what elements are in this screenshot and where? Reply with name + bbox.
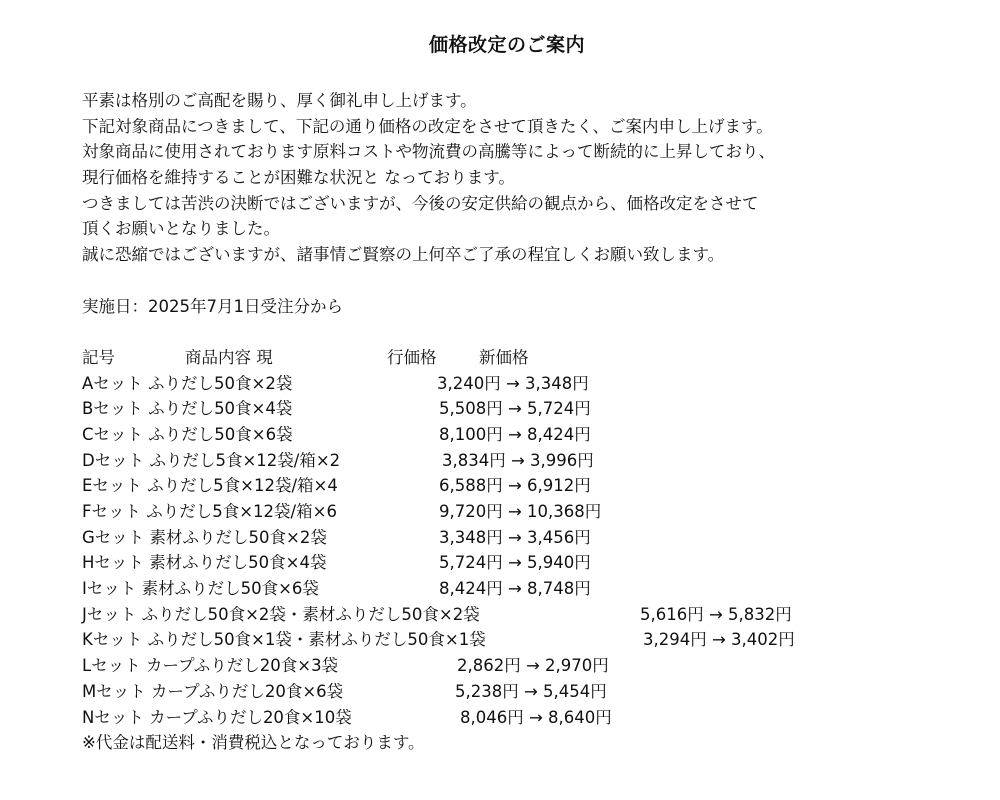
item-prices: 3,348円 → 3,456円: [439, 527, 591, 547]
table-row: [82, 550, 982, 576]
item-description: Eセット ふりだし5食×12袋/箱×4: [82, 476, 338, 496]
paragraph-line: つきましては苦渋の決断ではございますが、今後の安定供給の観点から、価格改定をさせて: [82, 193, 759, 213]
item-description: Lセット カープふりだし20食×3袋: [82, 656, 339, 676]
paragraph-line: 平素は格別のご高配を賜り、厚く御礼申し上げます。: [82, 91, 477, 110]
footnote: ※代金は配送料・消費税込となっております。: [82, 733, 425, 753]
table-header: [82, 345, 982, 371]
spacer: [82, 319, 982, 345]
table-row: [82, 448, 982, 474]
table-row: [82, 576, 982, 602]
effective-date: 実施日：2025年7月1日受注分から: [82, 296, 343, 316]
item-prices: 5,508円 → 5,724円: [439, 399, 591, 419]
table-row: [82, 396, 982, 422]
header-current-price: 行価格: [387, 347, 437, 367]
paragraph-line: 頂くお願いとなりました。: [82, 219, 280, 239]
paragraph-line: 対象商品に使用されております原料コストや物流費の高騰等によって断続的に上昇しており、: [82, 142, 775, 162]
paragraph-line: 下記対象商品につきまして、下記の通り価格の改定をさせて頂きたく、ご案内申し上げます。: [82, 116, 773, 136]
item-prices: 5,616円 → 5,832円: [640, 604, 792, 624]
item-description: Kセット ふりだし50食×1袋・素材ふりだし50食×1袋: [82, 630, 486, 650]
header-code: 記号: [82, 347, 115, 367]
table-row: [82, 653, 982, 679]
table-row: [82, 422, 982, 448]
item-description: Cセット ふりだし50食×6袋: [82, 424, 293, 444]
item-description: Iセット 素材ふりだし50食×6袋: [82, 579, 319, 599]
item-prices: 5,724円 → 5,940円: [439, 553, 591, 573]
item-prices: 3,240円 → 3,348円: [437, 373, 589, 393]
page-title: 価格改定のご案内: [428, 34, 585, 56]
item-prices: 8,100円 → 8,424円: [439, 424, 591, 444]
paragraph-line: 現行価格を維持することが困難な状況と なっております。: [82, 168, 515, 188]
table-row: [82, 602, 982, 628]
table-row: [82, 371, 982, 397]
paragraph-line: 誠に恐縮ではございますが、諸事情ご賢察の上何卒ご了承の程宜しくお願い致します。: [82, 245, 725, 265]
table-row: [82, 627, 982, 653]
item-prices: 8,046円 → 8,640円: [460, 707, 612, 727]
item-description: Mセット カープふりだし20食×6袋: [82, 681, 344, 701]
table-row: [82, 499, 982, 525]
item-description: Aセット ふりだし50食×2袋: [82, 373, 293, 393]
item-description: Gセット 素材ふりだし50食×2袋: [82, 527, 327, 547]
item-description: Fセット ふりだし5食×12袋/箱×6: [82, 502, 337, 521]
item-prices: 8,424円 → 8,748円: [439, 579, 591, 599]
table-row: [82, 473, 982, 499]
item-description: Bセット ふりだし50食×4袋: [82, 399, 293, 419]
header-new-price: 新価格: [479, 347, 529, 367]
item-description: Hセット 素材ふりだし50食×4袋: [82, 553, 327, 573]
spacer: [82, 268, 982, 294]
item-prices: 2,862円 → 2,970円: [457, 656, 609, 676]
item-prices: 9,720円 → 10,368円: [439, 502, 602, 521]
table-row: [82, 705, 982, 731]
item-description: Nセット カープふりだし20食×10袋: [82, 707, 352, 727]
item-prices: 6,588円 → 6,912円: [439, 476, 591, 496]
header-product: 商品内容 現: [185, 347, 273, 367]
item-prices: 3,294円 → 3,402円: [643, 630, 795, 650]
table-row: [82, 679, 982, 705]
table-row: [82, 525, 982, 551]
item-description: Jセット ふりだし50食×2袋・素材ふりだし50食×2袋: [82, 604, 480, 624]
item-description: Dセット ふりだし5食×12袋/箱×2: [82, 450, 341, 470]
item-prices: 3,834円 → 3,996円: [442, 450, 594, 470]
item-prices: 5,238円 → 5,454円: [455, 681, 607, 701]
notice-body: [82, 88, 982, 756]
